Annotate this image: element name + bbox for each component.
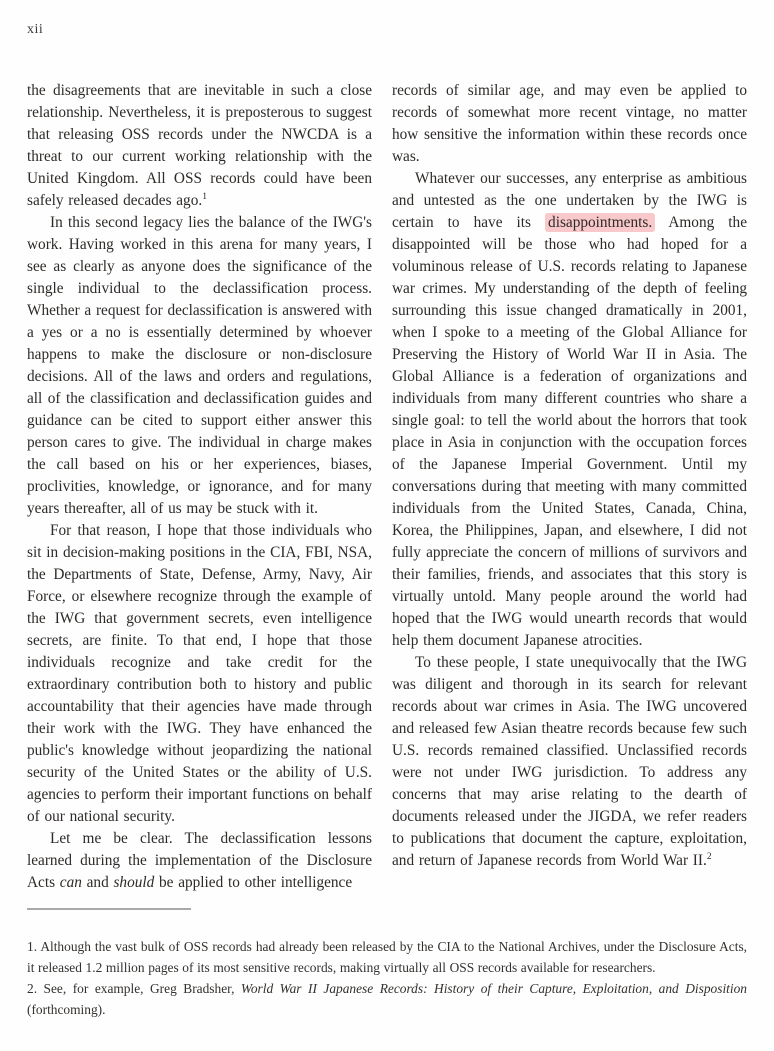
footnotes-section bbox=[27, 908, 747, 1020]
text-segment: For that reason, I hope that those individuals who sit in decision-making positions in the CIA, FBI, NSA, the Departments of State, Defense, Army, Navy, Air Force, or elsewhere recognize through the example of the IWG that government secrets, even intelligence secrets, are finite. To that end, I hope that those individuals recognize and take credit for the extraordinary contribution both to history and public accountability that their agencies have made through their work with the IWG. They have enhanced the public's knowledge without jeopardizing the national security of the United States or the ability of U.S. agencies to perform their important functions on behalf of our national security. bbox=[27, 522, 372, 825]
page-number: xii bbox=[27, 22, 44, 37]
paragraph bbox=[27, 80, 372, 212]
text-segment: To these people, I state unequivocally that the IWG was diligent and thorough in its search for relevant records about war crimes in Asia. The IWG uncovered and released few Asian theatre records because few such U.S. records remained classified. Unclassified records were not under IWG jurisdiction. To address any concerns that may arise relating to the dearth of documents released under the JIGDA, we refer readers to publications that document the capture, exploitation, and return of Japanese records from World War II. bbox=[392, 654, 747, 869]
footnote-ref-1: 1 bbox=[202, 191, 207, 202]
paragraph bbox=[27, 520, 372, 828]
highlighted-text: disappointments. bbox=[545, 213, 655, 232]
paragraph bbox=[27, 828, 372, 894]
text-segment: Let me be clear. The declassification lessons learned during the implementation of the Disclosure Acts bbox=[27, 830, 372, 891]
text-segment: Among the disappointed will be those who had hoped for a voluminous release of U.S. records relating to Japanese war crimes. My understanding of the depth of feeling surrounding this issue changed dramatically in 2001, when I spoke to a meeting of the Global Alliance for Preserving the History of World War II in Asia. The Global Alliance is a federation of organizations and individuals from many different countries who share a single goal: to tell the world about the horrors that took place in Asia in conjunction with the occupation forces of the Japanese Imperial Government. Until my conversations during that meeting with many committed individuals from the United States, Canada, China, Korea, the Philippines, Japan, and elsewhere, I did not fully appreciate the concern of millions of survivors and their families, friends, and associates that this story is virtually untold. Many people around the world had hoped that the IWG would unearth records that would help them document Japanese atrocities. bbox=[392, 214, 747, 649]
right-column bbox=[392, 80, 747, 894]
footnote-2 bbox=[27, 978, 747, 1020]
text-segment: be applied to other intelligence bbox=[154, 874, 353, 891]
paragraph bbox=[27, 212, 372, 520]
footnote-ref-2: 2 bbox=[706, 851, 712, 862]
book-title-text: World War II Japanese Records: History of their Capture, Exploitation, and Disposition bbox=[240, 981, 747, 996]
text-segment: 2. See, for example, Greg Bradsher, bbox=[27, 981, 241, 996]
paragraph bbox=[392, 652, 747, 872]
paragraph bbox=[392, 80, 747, 168]
footnote-1 bbox=[27, 936, 747, 978]
text-segment: 1. Although the vast bulk of OSS records had already been released by the CIA to the National Archives, under the Disclosure Acts, it released 1.2 million pages of its most sensitive records, making virtually all OSS records available for researchers. bbox=[27, 939, 747, 975]
text-segment: Whatever our successes, any enterprise as ambitious and untested as the one undertaken by the IWG is certain to have its bbox=[392, 170, 747, 231]
left-column bbox=[27, 80, 372, 894]
text-columns bbox=[27, 80, 747, 894]
emphasized-text: should bbox=[113, 874, 155, 891]
emphasized-text: can bbox=[59, 874, 82, 891]
text-segment: records of similar age, and may even be applied to records of somewhat more recent vintage, no matter how sensitive the information within these records once was. bbox=[392, 82, 747, 165]
text-segment: the disagreements that are inevitable in such a close relationship. Nevertheless, it is preposterous to suggest that releasing OSS records under the NWCDA is a threat to our current working relationship with the United Kingdom. All OSS records could have been safely released decades ago. bbox=[27, 82, 372, 209]
paragraph bbox=[392, 168, 747, 652]
footnote-separator bbox=[27, 908, 191, 910]
text-segment: In this second legacy lies the balance of the IWG's work. Having worked in this arena for many years, I see as clearly as anyone does the significance of the single individual to the declassification process. Whether a request for declassification is answered with a yes or a no is essentially determined by whoever happens to make the disclosure or non-disclosure decisions. All of the laws and orders and regulations, all of the classification and declassification guides and guidance can be cited to support either answer this person cares to give. The individual in charge makes the call based on his or her experiences, biases, proclivities, knowledge, or ignorance, and for many years thereafter, all of us may be stuck with it. bbox=[27, 214, 372, 517]
text-segment: (forthcoming). bbox=[27, 1002, 106, 1017]
text-segment: and bbox=[81, 874, 114, 891]
